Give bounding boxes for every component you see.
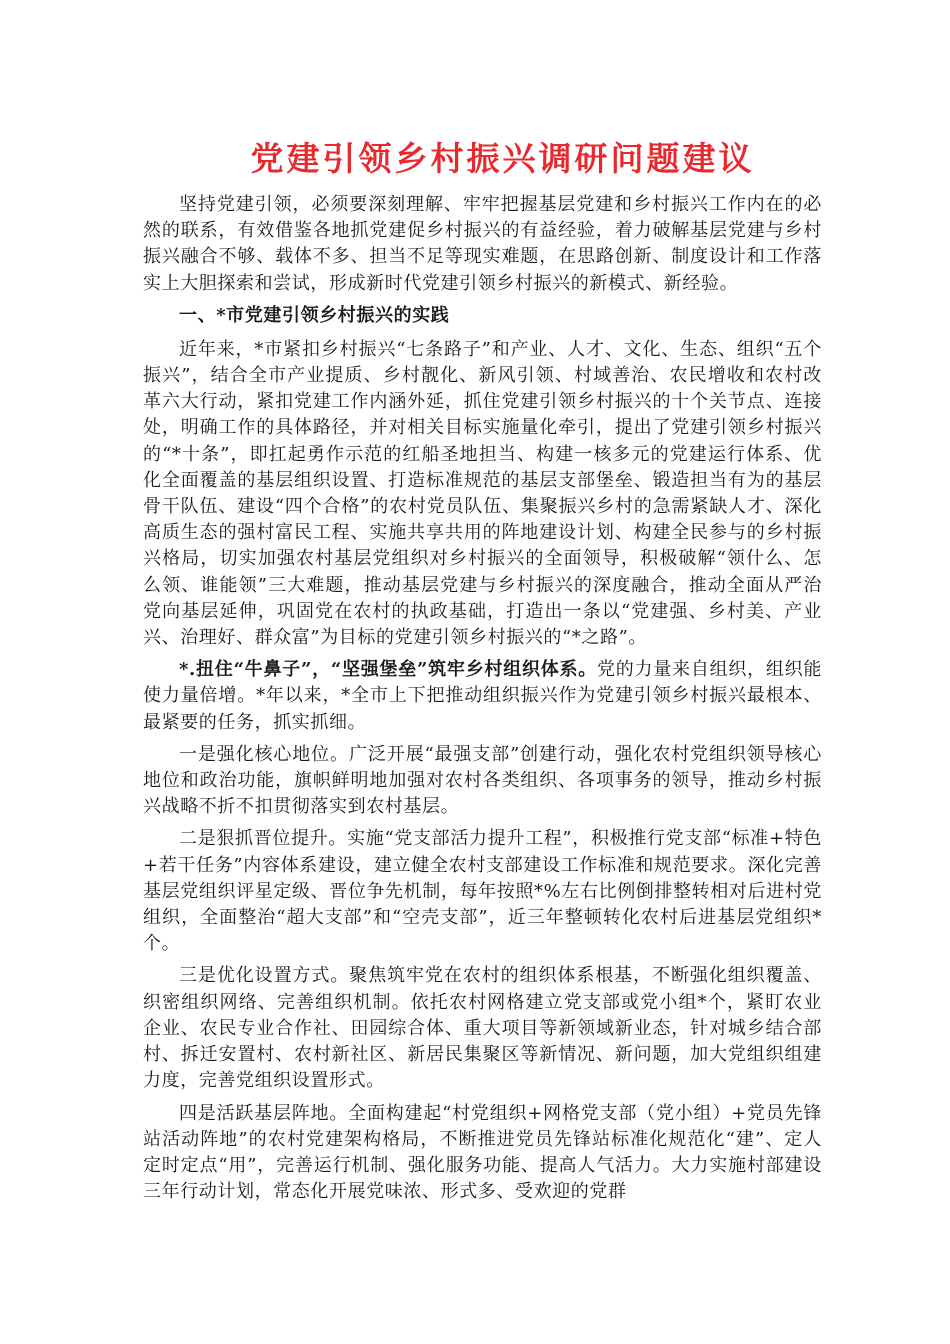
item-paragraph-3: 三是优化设置方式。聚焦筑牢党在农村的组织体系根基，不断强化组织覆盖、织密组织网络、完善组织机制。依托农村网格建立党支部或党小组*个，紧盯农业企业、农民专业合作社、田园综合体、重大项目等新领域新业态，针对城乡结合部村、拆迁安置村、农村新社区、新居民集聚区等新情况、新问题，加大党组织组建力度，完善党组织设置形式。 (143, 965, 822, 1092)
point-paragraph (143, 657, 822, 736)
intro-paragraph: 坚持党建引领，必须要深刻理解、牢牢把握基层党建和乡村振兴工作内在的必然的联系，有效借鉴各地抓党建促乡村振兴的有益经验，着力破解基层党建与乡村振兴融合不够、载体不多、担当不足等现实难题，在思路创新、制度设计和工作落实上大胆探索和尝试，形成新时代党建引领乡村振兴的新模式、新经验。 (143, 194, 822, 294)
section-paragraph: 近年来，*市紧扣乡村振兴“七条路子”和产业、人才、文化、生态、组织“五个振兴”，结合全市产业提质、乡村靓化、新风引领、村域善治、农民增收和农村改革六大行动，紧扣党建工作内涵外延，抓住党建引领乡村振兴的十个关节点、连接处，明确工作的具体路径，并对相关目标实施量化牵引，提出了党建引领乡村振兴的“*十条”，即扛起勇作示范的红船圣地担当、构建一核多元的党建运行体系、优化全面覆盖的基层组织设置、打造标准规范的基层支部堡垒、锻造担当有为的基层骨干队伍、建设“四个合格”的农村党员队伍、集聚振兴乡村的急需紧缺人才、深化高质生态的强村富民工程、实施共享共用的阵地建设计划、构建全民参与的乡村振兴格局，切实加强农村基层党组织对乡村振兴的全面领导，积极破解“领什么、怎么领、谁能领”三大难题，推动基层党建与乡村振兴的深度融合，推动全面从严治党向基层延伸，巩固党在农村的执政基础，打造出一条以“党建强、乡村美、产业兴、治理好、群众富”为目标的党建引领乡村振兴的“*之路”。 (143, 338, 822, 649)
item-paragraph-1: 一是强化核心地位。广泛开展“最强支部”创建行动，强化农村党组织领导核心地位和政治功能，旗帜鲜明地加强对农村各类组织、各项事务的领导，推动乡村振兴战略不折不扣贯彻落实到农村基层。 (143, 743, 822, 818)
point-body: 党的力量来自组织，组织能使力量倍增。*年以来，*全市上下把推动组织振兴作为党建引领乡村振兴最根本、最紧要的任务，抓实抓细。 (143, 659, 823, 733)
item-paragraph-2: 二是狠抓晋位提升。实施“党支部活力提升工程”，积极推行党支部“标准+特色+若干任务”内容体系建设，建立健全农村支部建设工作标准和规范要求。深化完善基层党组织评星定级、晋位争先机制，每年按照*%左右比例倒排整转相对后进村党组织，全面整治“超大支部”和“空壳支部”，近三年整顿转化农村后进基层党组织*个。 (143, 828, 822, 955)
section-heading: 一、*市党建引领乡村振兴的实践 (179, 304, 450, 326)
point-lead: *.扭住“牛鼻子”，“坚强堡垒”筑牢乡村组织体系。 (179, 659, 598, 681)
item-paragraph-4: 四是活跃基层阵地。全面构建起“村党组织+网格党支部（党小组）+党员先锋站活动阵地”的农村党建架构格局，不断推进党员先锋站标准化规范化“建”、定人定时定点“用”，完善运行机制、强化服务功能、提高人气活力。大力实施村部建设三年行动计划，常态化开展党味浓、形式多、受欢迎的党群 (143, 1102, 822, 1203)
document-title: 党建引领乡村振兴调研问题建议 (250, 139, 755, 178)
